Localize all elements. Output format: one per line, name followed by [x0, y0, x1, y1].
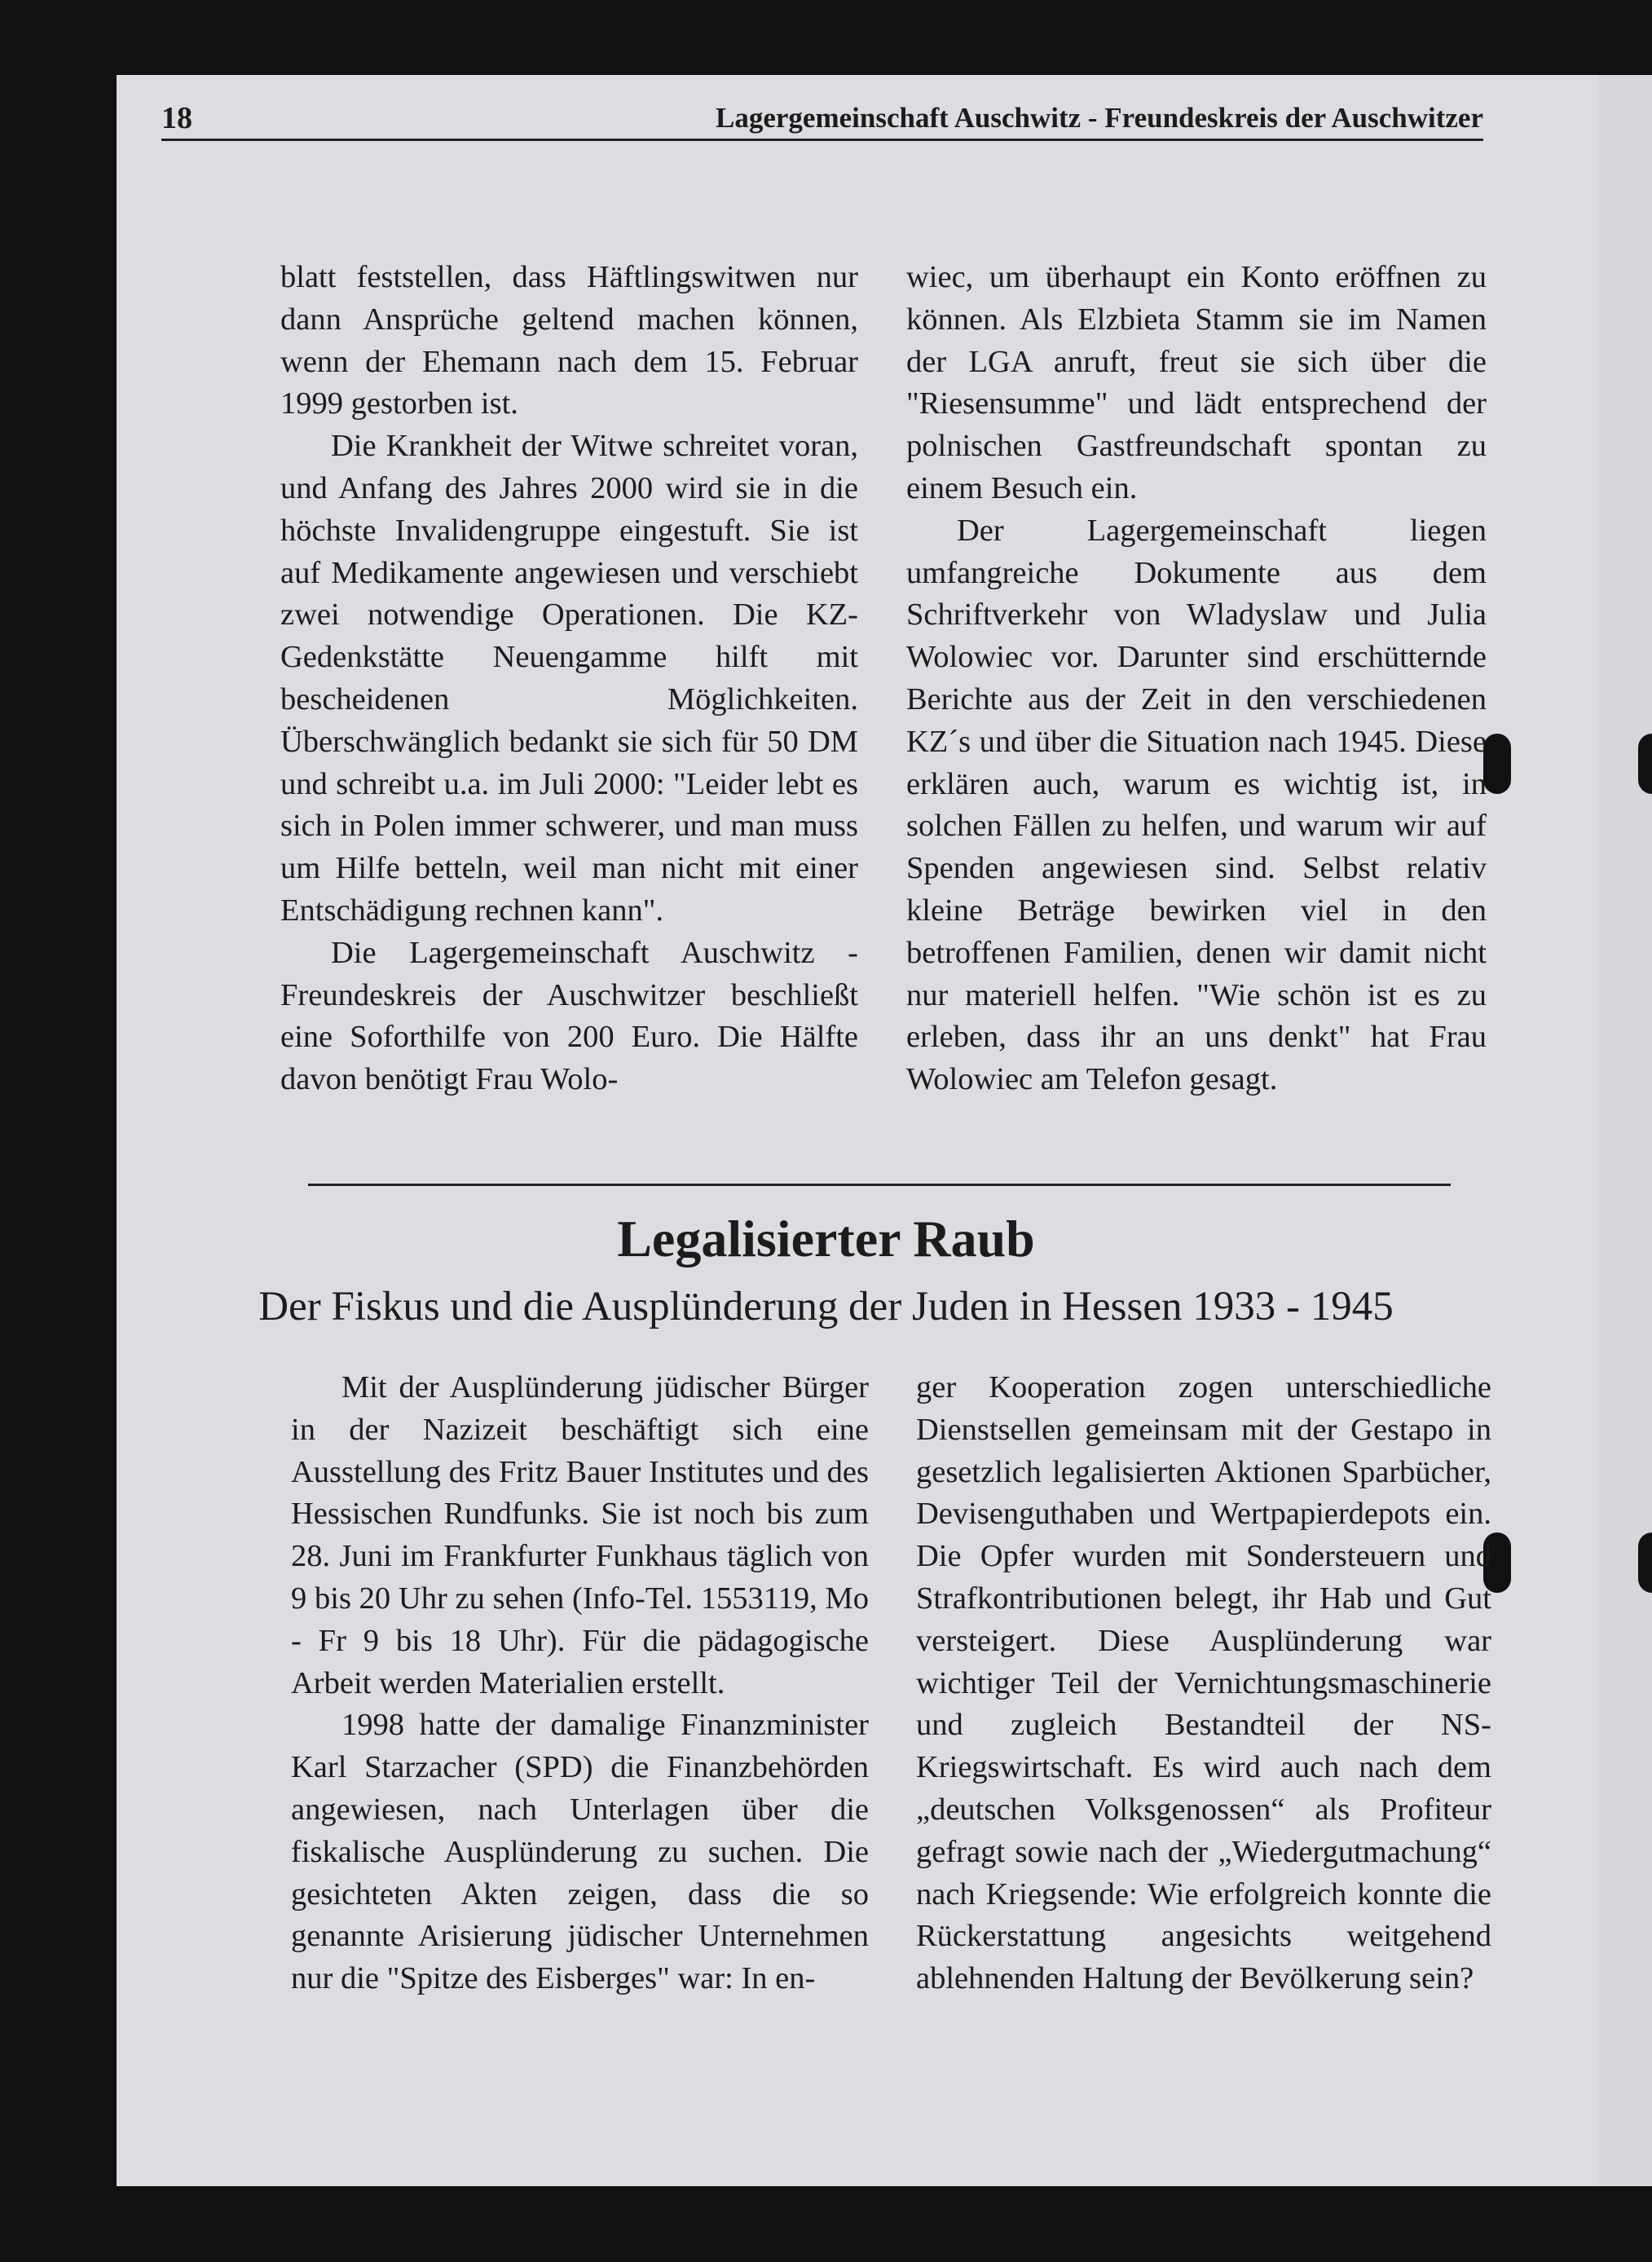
punch-hole [1638, 734, 1652, 794]
article-title: Legalisierter Raub [617, 1210, 1035, 1268]
article-subtitle: Der Fiskus und die Ausplünderung der Juden in Hessen 1933 - 1945 [258, 1284, 1394, 1329]
punch-hole [1638, 1532, 1652, 1593]
paragraph: wiec, um überhaupt ein Konto eröffnen zu können. Als Elzbieta Stamm sie im Namen der LGA anruft, freut sie sich über die "Riesensumme" und lädt entsprechend der polnischen Gastfreundschaft spontan zu einem Besuch ein. [906, 260, 1487, 505]
paragraph: Mit der Ausplünderung jüdischer Bürger in der Nazizeit beschäftigt sich eine Ausstellung des Fritz Bauer Institutes und des Hessischen Rundfunks. Sie ist noch bis zum 28. Juni im Frankfurter Funkhaus täglich von 9 bis 20 Uhr zu sehen (Info-Tel. 1553119, Mo - Fr 9 bis 18 Uhr). Für die pädagogische Arbeit werden Materialien erstellt. [291, 1370, 869, 1700]
paragraph: blatt feststellen, dass Häftlingswitwen nur dann Ansprüche geltend machen können, wenn der Ehemann nach dem 15. Februar 1999 gestorben ist. [280, 260, 858, 421]
top-right-column [906, 257, 1487, 1101]
article-left-column [291, 1367, 869, 2000]
paragraph: Der Lagergemeinschaft liegen umfangreiche Dokumente aus dem Schriftverkehr von Wladyslaw und Julia Wolowiec vor. Darunter sind erschütternde Berichte aus der Zeit in den verschiedenen KZ´s und über die Situation nach 1945. Diese erklären auch, warum es wichtig ist, in solchen Fällen zu helfen, und warum wir auf Spenden angewiesen sind. Selbst relativ kleine Beträge bewirken viel in den betroffenen Familien, denen wir damit nicht nur materiell helfen. "Wie schön ist es zu erleben, dass ihr an uns denkt" hat Frau Wolowiec am Telefon gesagt. [906, 513, 1487, 1097]
top-left-column [280, 257, 858, 1101]
next-page-edge [1598, 75, 1652, 2186]
paragraph: Die Krankheit der Witwe schreitet voran, und Anfang des Jahres 2000 wird sie in die höchste Invalidengruppe eingestuft. Sie ist auf Medikamente angewiesen und verschiebt zwei notwendige Operationen. Die KZ-Gedenkstätte Neuengamme hilft mit bescheidenen Möglichkeiten. Überschwänglich bedankt sie sich für 50 DM und schreibt u.a. im Juli 2000: "Leider lebt es sich in Polen immer schwerer, und man muss um Hilfe betteln, weil man nicht mit einer Entschädigung rechnen kann". [280, 429, 858, 928]
page-number: 18 [161, 101, 192, 135]
paragraph: ger Kooperation zogen unterschiedliche Dienstsellen gemeinsam mit der Gestapo in gesetzlich legalisierten Aktionen Sparbücher, Devisenguthaben und Wertpapierdepots ein. Die Opfer wurden mit Sondersteuern und Strafkontributionen belegt, ihr Hab und Gut versteigert. Diese Ausplünderung war wichtiger Teil der Vernichtungsmaschinerie und zugleich Bestandteil der NS-Kriegswirtschaft. Es wird auch nach dem „deutschen Volksgenossen“ als Profiteur gefragt sowie nach der „Wiedergutmachung“ nach Kriegsende: Wie erfolgreich konnte die Rückerstattung angesichts weitgehend ablehnenden Haltung der Bevölkerung sein? [916, 1370, 1491, 1996]
running-title: Lagergemeinschaft Auschwitz - Freundeskreis der Auschwitzer [716, 102, 1483, 134]
running-header [161, 98, 1483, 141]
section-divider [308, 1184, 1451, 1186]
article-right-column [916, 1367, 1491, 2000]
paragraph: 1998 hatte der damalige Finanzminister Karl Starzacher (SPD) die Finanzbehörden angewiesen, nach Unterlagen über die fiskalische Ausplünderung zu suchen. Die gesichteten Akten zeigen, dass die so genannte Arisierung jüdischer Unternehmen nur die "Spitze des Eisberges" war: In en- [291, 1708, 869, 1996]
paragraph: Die Lagergemeinschaft Auschwitz - Freundeskreis der Auschwitzer beschließt eine Soforthilfe von 200 Euro. Die Hälfte davon benötigt Frau Wolo- [280, 935, 858, 1097]
punch-hole [1483, 734, 1511, 794]
